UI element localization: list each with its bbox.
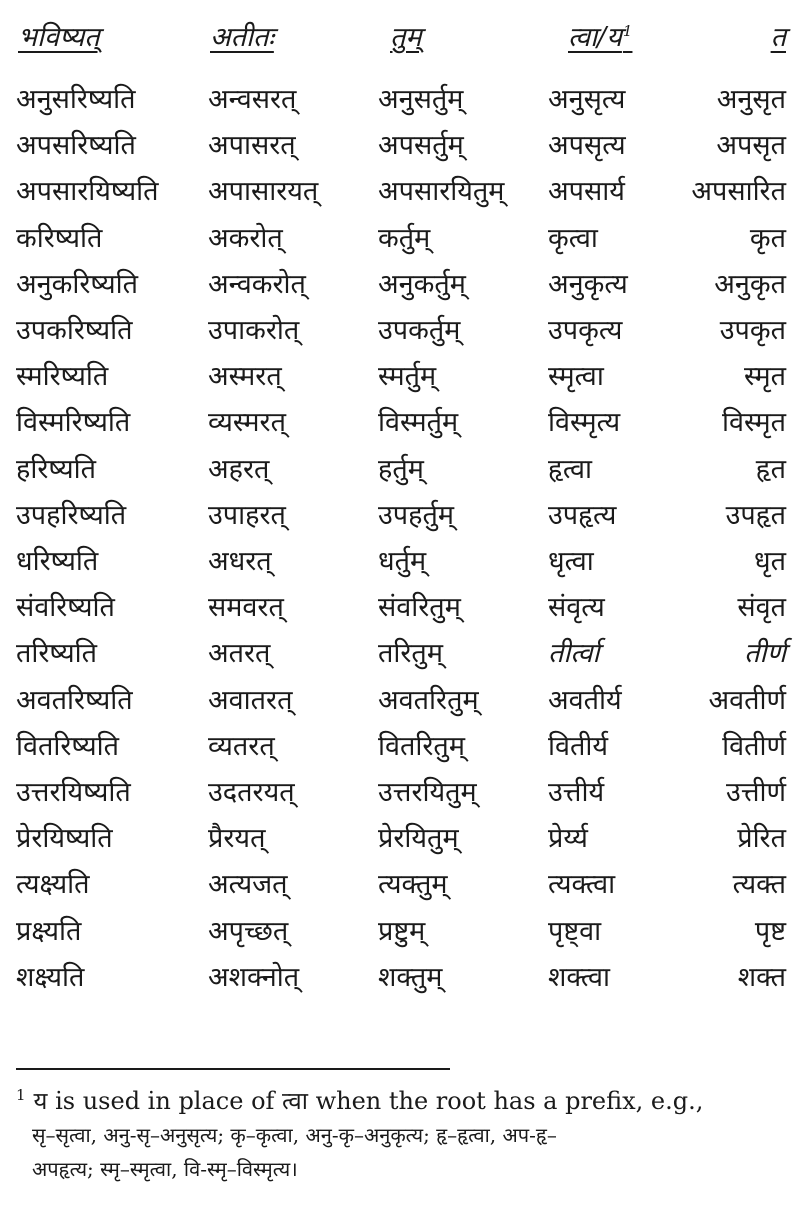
infinitive-form: प्रेरयितुम् bbox=[378, 823, 459, 855]
gerund-form: अनुकृत्य bbox=[548, 268, 628, 300]
table-row bbox=[0, 219, 800, 265]
infinitive-form: त्यक्तुम् bbox=[378, 869, 448, 901]
future-form: उपहरिष्यति bbox=[16, 499, 127, 531]
infinitive-form: संवरितुम् bbox=[378, 592, 461, 624]
table-row bbox=[0, 588, 800, 634]
table-row bbox=[0, 265, 800, 311]
footnote bbox=[16, 1084, 786, 1186]
table-row bbox=[0, 958, 800, 1004]
future-form: उपकरिष्यति bbox=[16, 315, 133, 346]
gerund-form: अपसार्य bbox=[548, 176, 625, 208]
header-past: अतीतः bbox=[210, 22, 274, 53]
gerund-form: त्यक्त्वा bbox=[548, 869, 616, 901]
past-form: उदतरयत् bbox=[208, 777, 295, 808]
future-form: विस्मरिष्यति bbox=[16, 407, 131, 439]
table-row bbox=[0, 496, 800, 542]
participle-form: उत्तीर्ण bbox=[726, 777, 786, 808]
table-row bbox=[0, 126, 800, 172]
future-form: अनुसरिष्यति bbox=[16, 84, 136, 115]
participle-form: अनुसृत bbox=[716, 84, 786, 115]
future-form: धरिष्यति bbox=[16, 546, 99, 577]
past-form: उपाकरोत् bbox=[208, 315, 300, 346]
future-form: प्रेरयिष्यति bbox=[16, 823, 113, 855]
future-form: अनुकरिष्यति bbox=[16, 268, 139, 300]
infinitive-form: विस्मर्तुम् bbox=[378, 407, 459, 439]
infinitive-form: वितरितुम् bbox=[378, 730, 465, 762]
participle-form: तीर्ण bbox=[744, 638, 786, 670]
participle-form: कृत bbox=[749, 222, 786, 254]
past-form: अन्वकरोत् bbox=[208, 268, 306, 300]
table-row bbox=[0, 403, 800, 449]
infinitive-form: अपसारयितुम् bbox=[378, 176, 505, 208]
gerund-form: संवृत्य bbox=[548, 592, 605, 624]
table-row bbox=[0, 311, 800, 357]
future-form: प्रक्ष्यति bbox=[16, 915, 82, 947]
future-form: तरिष्यति bbox=[16, 638, 98, 670]
infinitive-form: कर्तुम् bbox=[378, 222, 431, 254]
infinitive-form: अवतरितुम् bbox=[378, 684, 479, 716]
infinitive-form: हर्तुम् bbox=[378, 453, 424, 485]
participle-form: अपसारित bbox=[691, 176, 786, 208]
header-gerund: त्वा/य$^1$ bbox=[568, 22, 633, 53]
infinitive-form: अनुकर्तुम् bbox=[378, 268, 466, 300]
table-row bbox=[0, 634, 800, 680]
past-form: अवातरत् bbox=[208, 684, 293, 716]
gerund-form: प्रेर्य्य bbox=[548, 823, 588, 855]
future-form: उत्तरयिष्यति bbox=[16, 777, 131, 808]
gerund-form: अनुसृत्य bbox=[548, 84, 626, 115]
gerund-form: स्मृत्वा bbox=[548, 361, 604, 393]
table-row bbox=[0, 80, 800, 126]
header-infinitive: तुम् bbox=[390, 22, 422, 53]
infinitive-form: अनुसर्तुम् bbox=[378, 84, 464, 115]
table-row bbox=[0, 450, 800, 496]
past-form: उपाहरत् bbox=[208, 499, 286, 531]
footnote-marker: 1 bbox=[622, 22, 633, 40]
table-row bbox=[0, 681, 800, 727]
gerund-form: शक्त्वा bbox=[548, 961, 610, 993]
gerund-form: पृष्ट्वा bbox=[548, 915, 602, 947]
participle-form: उपकृत bbox=[719, 315, 786, 346]
infinitive-form: उपकर्तुम् bbox=[378, 315, 461, 346]
future-form: अपसरिष्यति bbox=[16, 130, 136, 162]
participle-form: अवतीर्ण bbox=[708, 684, 786, 716]
past-form: अस्मरत् bbox=[208, 361, 282, 393]
infinitive-form: स्मर्तुम् bbox=[378, 361, 437, 393]
past-form: अन्वसरत् bbox=[208, 84, 297, 115]
participle-form: स्मृत bbox=[743, 361, 786, 393]
participle-form: त्यक्त bbox=[732, 869, 786, 901]
gerund-form: अपसृत्य bbox=[548, 130, 626, 162]
gerund-form: उपहृत्य bbox=[548, 499, 617, 531]
table-row bbox=[0, 865, 800, 911]
infinitive-form: धर्तुम् bbox=[378, 546, 427, 577]
table-row bbox=[0, 773, 800, 819]
past-form: व्यस्मरत् bbox=[208, 407, 286, 439]
participle-form: धृत bbox=[754, 546, 786, 577]
participle-form: प्रेरित bbox=[737, 823, 786, 855]
footnote-divider bbox=[16, 1068, 450, 1070]
infinitive-form: तरितुम् bbox=[378, 638, 443, 670]
past-form: प्रैरयत् bbox=[208, 823, 266, 855]
past-form: अतरत् bbox=[208, 638, 271, 670]
table-row bbox=[0, 172, 800, 218]
gerund-form: अवतीर्य bbox=[548, 684, 622, 716]
infinitive-form: उत्तरयितुम् bbox=[378, 777, 477, 808]
participle-form: वितीर्ण bbox=[722, 730, 786, 762]
future-form: अपसारयिष्यति bbox=[16, 176, 159, 208]
table-row bbox=[0, 357, 800, 403]
past-form: अधरत् bbox=[208, 546, 272, 577]
header-participle: त bbox=[770, 22, 786, 53]
table-row bbox=[0, 912, 800, 958]
participle-form: अनुकृत bbox=[714, 268, 786, 300]
future-form: हरिष्यति bbox=[16, 453, 97, 485]
gerund-form: कृत्वा bbox=[548, 222, 598, 254]
table-row bbox=[0, 542, 800, 588]
footnote-number: 1 bbox=[16, 1086, 26, 1104]
gerund-form: उत्तीर्य bbox=[548, 777, 605, 808]
gerund-form: हृत्वा bbox=[548, 453, 593, 485]
infinitive-form: उपहर्तुम् bbox=[378, 499, 455, 531]
gerund-form: उपकृत्य bbox=[548, 315, 623, 346]
past-form: व्यतरत् bbox=[208, 730, 275, 762]
infinitive-form: प्रष्टुम् bbox=[378, 915, 426, 947]
table-row bbox=[0, 727, 800, 773]
future-form: शक्ष्यति bbox=[16, 961, 85, 993]
participle-form: विस्मृत bbox=[721, 407, 786, 439]
past-form: अपासरत् bbox=[208, 130, 296, 162]
past-form: समवरत् bbox=[208, 592, 284, 624]
future-form: त्यक्ष्यति bbox=[16, 869, 90, 901]
participle-form: उपहृत bbox=[725, 499, 786, 531]
table-header bbox=[0, 18, 800, 62]
gerund-form: तीर्त्वा bbox=[548, 638, 600, 670]
participle-form: संवृत bbox=[737, 592, 786, 624]
footnote-line-2: सृ–सृत्वा, अनु-सृ–अनुसृत्य; कृ–कृत्वा, अनु-कृ–अनुकृत्य; हृ–हृत्वा, अप-हृ– bbox=[32, 1123, 557, 1147]
past-form: अत्यजत् bbox=[208, 869, 288, 901]
past-form: अकरोत् bbox=[208, 222, 283, 254]
header-future: भविष्यत् bbox=[18, 22, 100, 53]
participle-form: हृत bbox=[755, 453, 786, 485]
future-form: अवतरिष्यति bbox=[16, 684, 133, 716]
table-row bbox=[0, 819, 800, 865]
participle-form: अपसृत bbox=[716, 130, 786, 162]
gerund-form: धृत्वा bbox=[548, 546, 594, 577]
past-form: अहरत् bbox=[208, 453, 270, 485]
gerund-form: वितीर्य bbox=[548, 730, 609, 762]
participle-form: पृष्ट bbox=[754, 915, 786, 947]
past-form: अपृच्छत् bbox=[208, 915, 289, 947]
future-form: वितरिष्यति bbox=[16, 730, 120, 762]
footnote-line-3: अपहृत्य; स्मृ–स्मृत्वा, वि-स्मृ–विस्मृत्य। bbox=[32, 1157, 298, 1181]
future-form: स्मरिष्यति bbox=[16, 361, 109, 393]
footnote-line-1: $^1$ य is used in place of त्वा when the root has a prefix, e.g., bbox=[16, 1086, 704, 1115]
future-form: संवरिष्यति bbox=[16, 592, 115, 624]
infinitive-form: अपसर्तुम् bbox=[378, 130, 464, 162]
participle-form: शक्त bbox=[737, 961, 786, 993]
infinitive-form: शक्तुम् bbox=[378, 961, 443, 993]
gerund-form: विस्मृत्य bbox=[548, 407, 621, 439]
past-form: अशक्नोत् bbox=[208, 961, 300, 993]
future-form: करिष्यति bbox=[16, 222, 103, 254]
past-form: अपासारयत् bbox=[208, 176, 319, 208]
